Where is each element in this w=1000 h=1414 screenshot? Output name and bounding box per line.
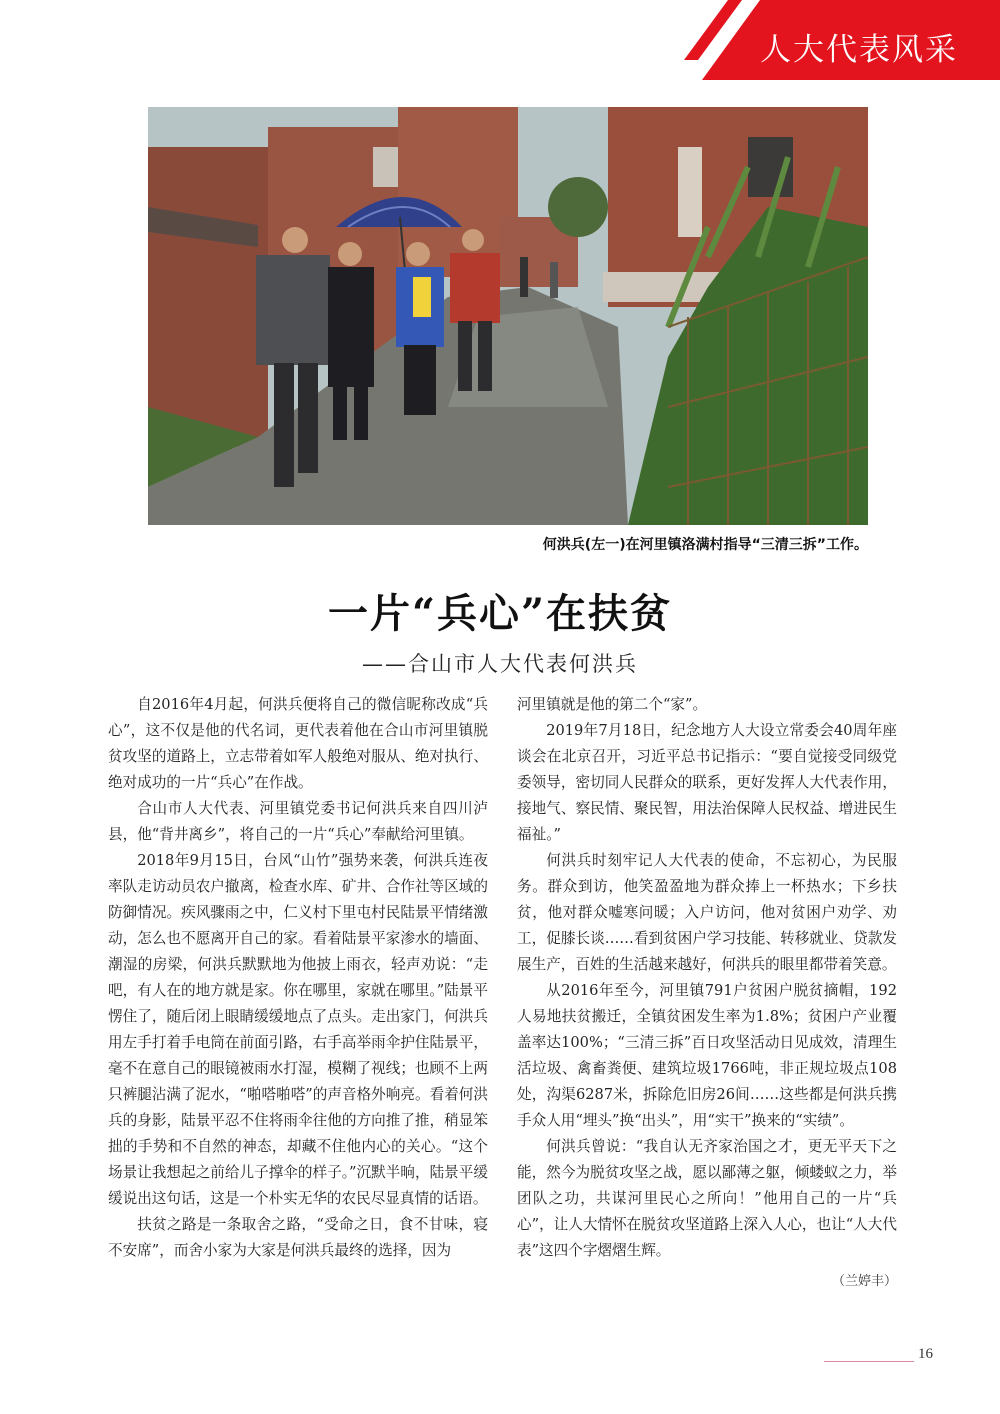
paragraph: 何洪兵时刻牢记人大代表的使命，不忘初心，为民服务。群众到访，他笑盈盈地为群众捧上一杯热水；下乡扶贫，他对群众嘘寒问暖；入户访问，他对贫困户劝学、劝工，促膝长谈……看到贫困户学习技能、转移就业、贷款发展生产，百姓的生活越来越好，何洪兵的眼里都带着笑意。 <box>517 852 897 973</box>
article-title: 一片“兵心”在扶贫 <box>327 590 672 637</box>
right-column <box>517 692 897 1264</box>
paragraph: 2018年9月15日，台风“山竹”强势来袭，何洪兵连夜率队走访动员农户撤离，检查水库、矿井、合作社等区域的防御情况。疾风骤雨之中，仁义村下里屯村民陆景平情绪激动，怎么也不愿离开自己的家。看着陆景平家渗水的墙面、潮湿的房梁，何洪兵默默地为他披上雨衣，轻声劝说：“走吧，有人在的地方就是家。你在哪里，家就在哪里。”陆景平愣住了，随后闭上眼睛缓缓地点了点头。走出家门，何洪兵用左手打着手电筒在前面引路，右手高举雨伞护住陆景平，毫不在意自己的眼镜被雨水打湿，模糊了视线；也顾不上两只裤腿沾满了泥水，“啪嗒啪嗒”的声音格外响亮。看着何洪兵的身影，陆景平忍不住将雨伞往他的方向推了推，稍显笨拙的手势和不自然的神态，却藏不住他内心的关心。“这个场景让我想起之前给儿子撑伞的样子。”沉默半晌，陆景平缓缓说出这句话，这是一个朴实无华的农民尽显真情的话语。 <box>108 852 488 1207</box>
header-banner <box>0 0 1000 80</box>
paragraph: 何洪兵曾说：“我自认无齐家治国之才，更无平天下之能，然今为脱贫攻坚之战，愿以鄙薄之躯，倾蝼蚁之力，举团队之功，共谋河里民心之所向！”他用自己的一片“兵心”，让人大情怀在脱贫攻坚道路上深入人心，也让“人大代表”这四个字熠熠生辉。 <box>517 1138 897 1259</box>
article-photo <box>148 107 868 525</box>
author-credit: （兰婷丰） <box>832 1274 898 1289</box>
paragraph: 合山市人大代表、河里镇党委书记何洪兵来自四川泸县，他“背井离乡”，将自己的一片“兵心”奉献给河里镇。 <box>108 800 488 843</box>
paragraph: 从2016年至今，河里镇791户贫困户脱贫摘帽，192人易地扶贫搬迁，全镇贫困发生率为1.8%；贫困户产业覆盖率达100%；“三清三拆”百日攻坚活动日见成效，清理生活垃圾、禽畜粪便、建筑垃圾1766吨，非正规垃圾点108处，沟渠6287米，拆除危旧房26间……这些都是何洪兵携手众人用“埋头”换“出头”，用“实干”换来的“实绩”。 <box>517 982 897 1129</box>
paragraph: 自2016年4月起，何洪兵便将自己的微信昵称改成“兵心”，这不仅是他的代名词，更代表着他在合山市河里镇脱贫攻坚的道路上，立志带着如军人般绝对服从、绝对执行、绝对成功的一片“兵心”在作战。 <box>108 696 488 791</box>
left-column <box>108 692 488 1264</box>
paragraph: 扶贫之路是一条取舍之路，“受命之日，食不甘味，寝不安席”，而舍小家为大家是何洪兵最终的选择，因为 <box>108 1216 488 1259</box>
photo-caption: 何洪兵(左一)在河里镇洛满村指导“三清三拆”工作。 <box>542 537 868 553</box>
article-subtitle: ——合山市人大代表何洪兵 <box>362 652 638 676</box>
section-title: 人大代表风采 <box>760 32 958 68</box>
paragraph-continuation: 河里镇就是他的第二个“家”。 <box>517 696 708 713</box>
photo-illustration <box>148 107 868 525</box>
page-number: 16 <box>918 1346 933 1362</box>
footer-rule <box>824 1361 914 1362</box>
paragraph: 2019年7月18日，纪念地方人大设立常委会40周年座谈会在北京召开，习近平总书记指示：“要自觉接受同级党委领导，密切同人民群众的联系，更好发挥人大代表作用，接地气、察民情、聚民智，用法治保障人民权益、增进民生福祉。” <box>517 722 897 843</box>
